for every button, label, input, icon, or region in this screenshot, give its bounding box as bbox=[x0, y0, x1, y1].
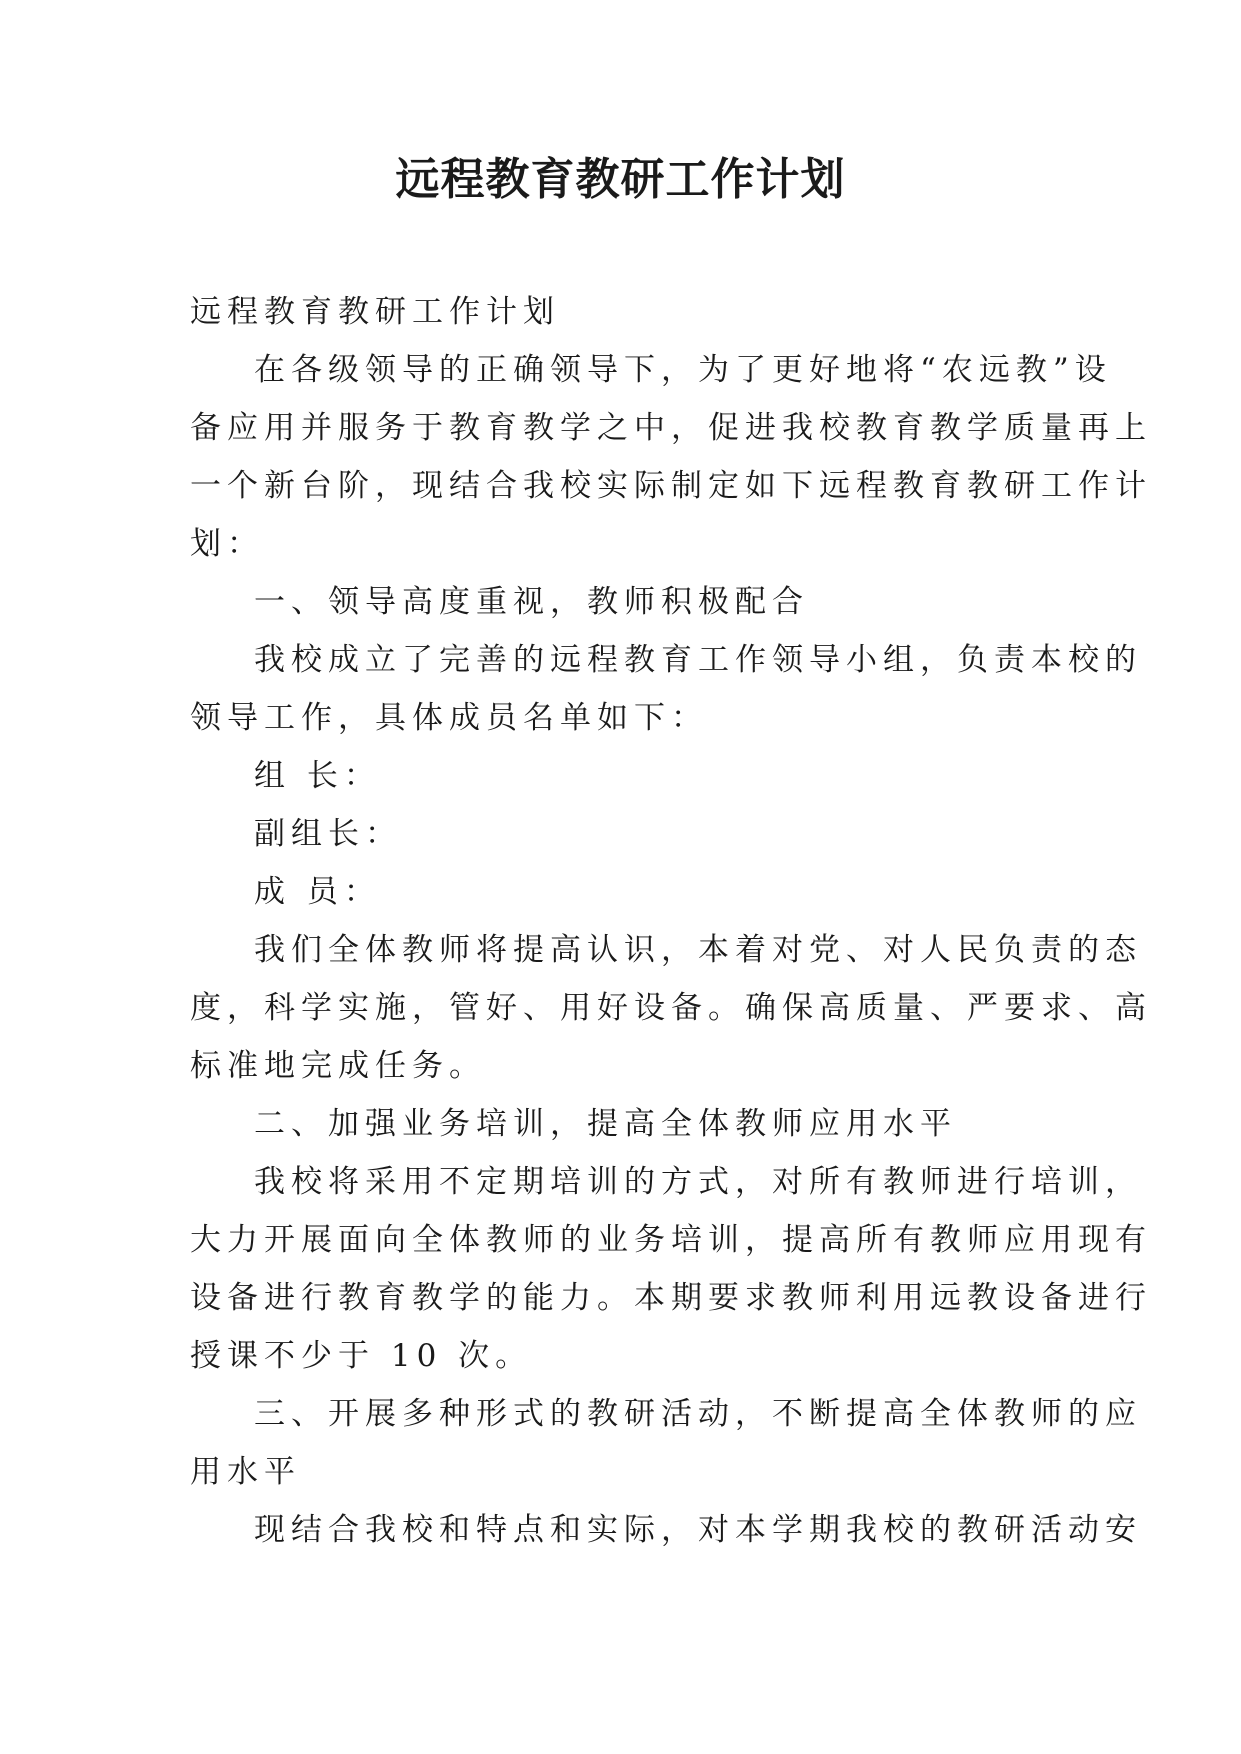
body-line: 度，科学实施，管好、用好设备。确保高质量、严要求、高 bbox=[190, 990, 1152, 1026]
body-line: 远程教育教研工作计划 bbox=[190, 294, 560, 330]
body-line: 我校成立了完善的远程教育工作领导小组，负责本校的 bbox=[254, 642, 1142, 678]
section-heading-3: 三、开展多种形式的教研活动，不断提高全体教师的应 bbox=[254, 1396, 1142, 1432]
body-line: 在各级领导的正确领导下，为了更好地将“农远教”设 bbox=[254, 352, 1112, 388]
body-line: 大力开展面向全体教师的业务培训，提高所有教师应用现有 bbox=[190, 1222, 1152, 1258]
member-label-deputy: 副组长： bbox=[254, 816, 402, 852]
document-body bbox=[190, 283, 1152, 1559]
body-line: 划： bbox=[190, 526, 264, 562]
body-line: 领导工作，具体成员名单如下： bbox=[190, 700, 708, 736]
body-line: 现结合我校和特点和实际，对本学期我校的教研活动安 bbox=[254, 1512, 1142, 1548]
body-line: 备应用并服务于教育教学之中，促进我校教育教学质量再上 bbox=[190, 410, 1152, 446]
body-line: 我们全体教师将提高认识，本着对党、对人民负责的态 bbox=[254, 932, 1142, 968]
section-heading-1: 一、领导高度重视，教师积极配合 bbox=[254, 584, 809, 620]
body-line: 授课不少于 10 次。 bbox=[190, 1338, 533, 1374]
section-heading-3-cont: 用水平 bbox=[190, 1454, 301, 1490]
member-label-leader: 组 长： bbox=[254, 758, 381, 794]
body-line: 设备进行教育教学的能力。本期要求教师利用远教设备进行 bbox=[190, 1280, 1152, 1316]
body-line: 我校将采用不定期培训的方式，对所有教师进行培训， bbox=[254, 1164, 1142, 1200]
body-line: 一个新台阶，现结合我校实际制定如下远程教育教研工作计 bbox=[190, 468, 1152, 504]
member-label-members: 成 员： bbox=[254, 874, 381, 910]
body-line: 标准地完成任务。 bbox=[190, 1048, 486, 1084]
document-title: 远程教育教研工作计划 bbox=[395, 154, 846, 205]
section-heading-2: 二、加强业务培训，提高全体教师应用水平 bbox=[254, 1106, 957, 1142]
